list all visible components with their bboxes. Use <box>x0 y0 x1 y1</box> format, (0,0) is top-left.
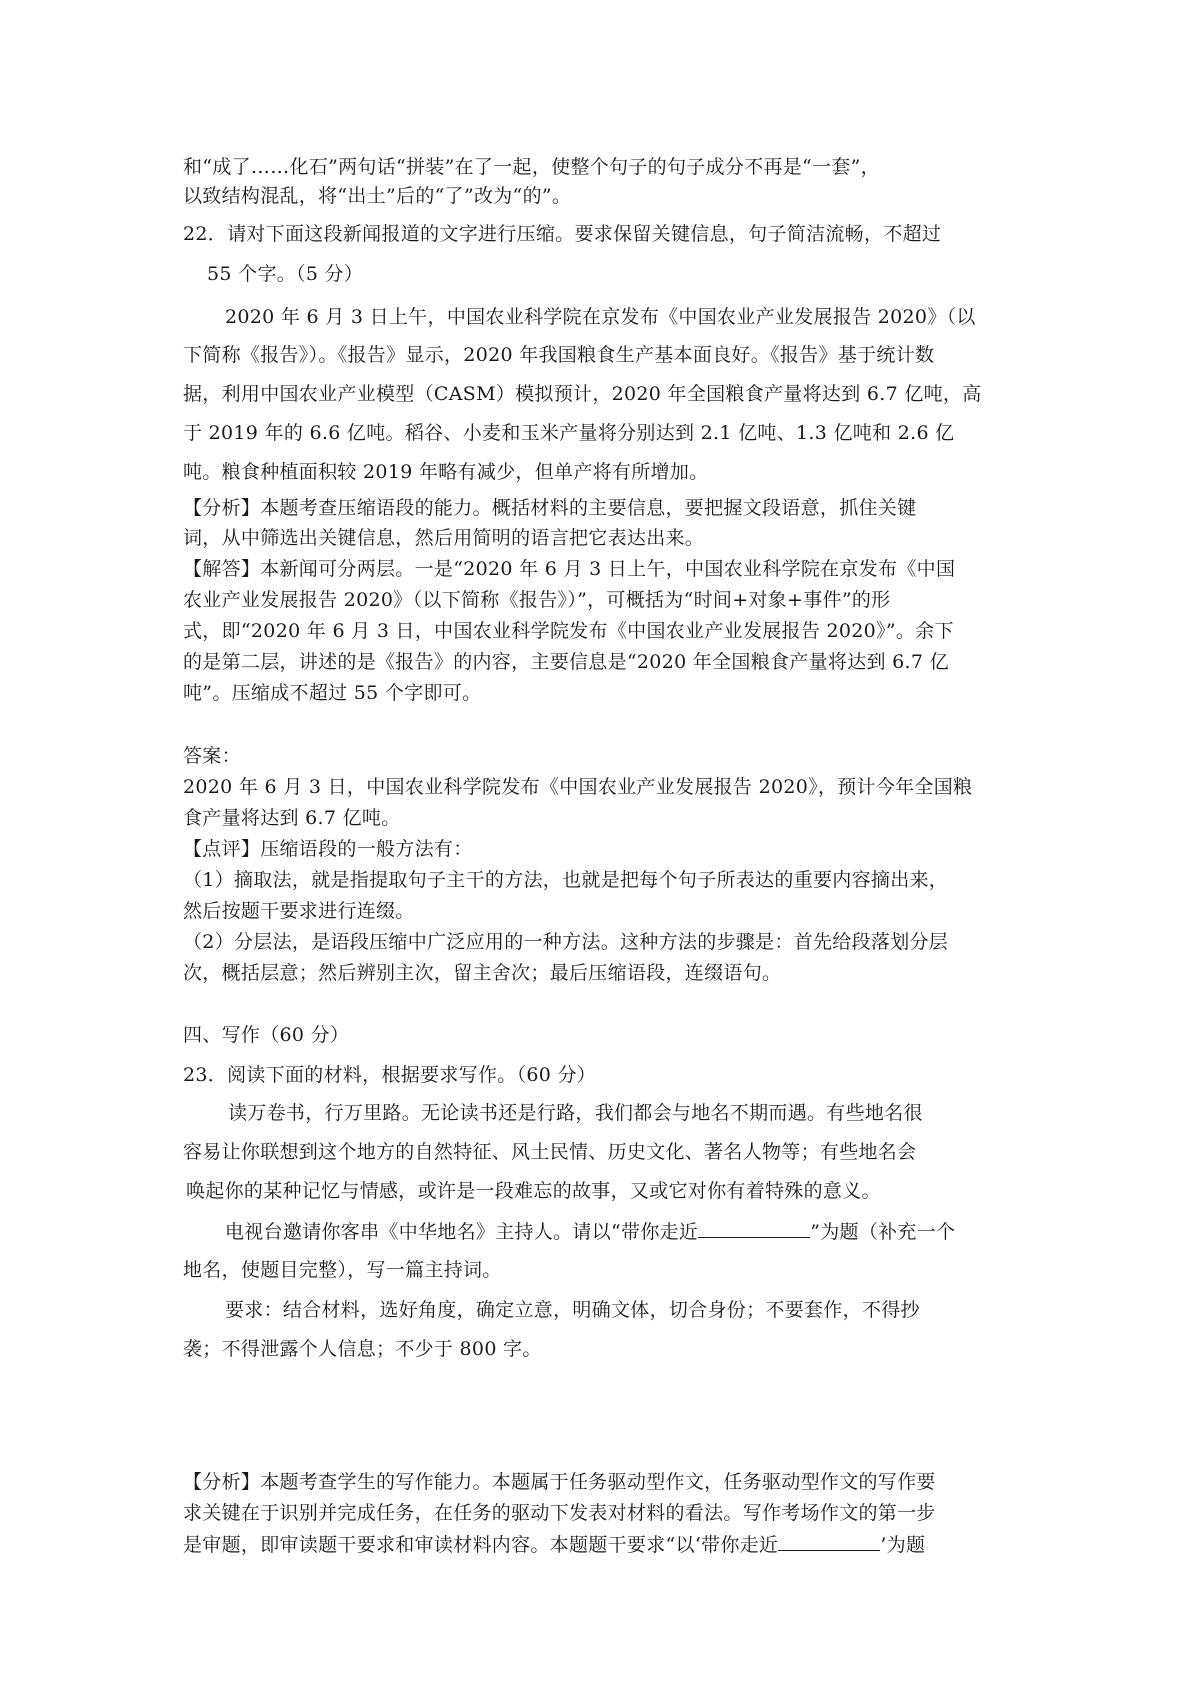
solution: 式，即“2020 年 6 月 3 日，中国农业科学院发布《中国农业产业发展报告 2020》”。余下 <box>183 620 954 642</box>
comment: 【点评】压缩语段的一般方法有： <box>183 838 473 860</box>
requirements: 要求：结合材料，选好角度，确定立意，明确文体，切合身份；不要套作，不得抄 <box>225 1299 920 1321</box>
question-22: 22．请对下面这段新闻报道的文字进行压缩。要求保留关键信息，句子简洁流畅，不超过 <box>183 223 942 245</box>
news-paragraph: 于 2019 年的 6.6 亿吨。稻谷、小麦和玉米产量将分别达到 2.1 亿吨、1.3 亿吨和 2.6 亿 <box>183 422 955 444</box>
material: 唤起你的某种记忆与情感，或许是一段难忘的故事，又或它对你有着特殊的意义。 <box>186 1180 881 1202</box>
question-23: 23．阅读下面的材料，根据要求写作。（60 分） <box>183 1064 597 1086</box>
news-paragraph: 吨。粮食种植面积较 2019 年略有减少，但单产将有所增加。 <box>183 461 709 483</box>
analysis: 【分析】本题考查压缩语段的能力。概括材料的主要信息，要把握文段语意，抓住关键 <box>183 497 917 519</box>
answer-label: 答案： <box>183 745 241 767</box>
fill-blank <box>698 1219 810 1238</box>
solution: 吨”。压缩成不超过 55 个字即可。 <box>183 682 482 704</box>
comment: （1）摘取法，就是指提取句子主干的方法，也就是把每个句子所表达的重要内容摘出来， <box>183 869 949 891</box>
news-paragraph: 据，利用中国农业产业模型（CASM）模拟预计，2020 年全国粮食产量将达到 6.7 亿吨，高 <box>183 383 982 405</box>
material: 容易让你联想到这个地方的自然特征、风土民情、历史文化、著名人物等；有些地名会 <box>183 1141 917 1163</box>
solution: 的是第二层，讲述的是《报告》的内容，主要信息是“2020 年全国粮食产量将达到 6.7 亿 <box>183 651 949 673</box>
requirements: 袭；不得泄露个人信息；不少于 800 字。 <box>183 1338 542 1360</box>
fill-blank <box>778 1532 880 1551</box>
news-paragraph: 下简称《报告》）。《报告》显示，2020 年我国粮食生产基本面良好。《报告》基于统计数 <box>183 344 935 366</box>
analysis: 词，从中筛选出关键信息，然后用简明的语言把它表达出来。 <box>183 527 705 549</box>
text-line: 和“成了……化石”两句话“拼装”在了一起，使整个句子的句子成分不再是“一套”， <box>183 156 880 178</box>
task: 电视台邀请你客串《中华地名》主持人。请以“带你走近 ”为题（补充一个 <box>225 1221 956 1243</box>
question-22-cont: 55 个字。（5 分） <box>207 263 364 285</box>
solution: 农业产业发展报告 2020》（以下简称《报告》）”，可概括为“时间+对象+事件”的形 <box>183 589 891 611</box>
answer: 2020 年 6 月 3 日，中国农业科学院发布《中国农业产业发展报告 2020》，预计今年全国粮 <box>183 776 973 798</box>
comment: 然后按题干要求进行连缀。 <box>183 900 415 922</box>
answer: 食产量将达到 6.7 亿吨。 <box>183 807 401 829</box>
comment: （2）分层法，是语段压缩中广泛应用的一种方法。这种方法的步骤是：首先给段落划分层 <box>183 931 949 953</box>
task: 地名，使题目完整），写一篇主持词。 <box>183 1259 502 1281</box>
analysis-writing: 求关键在于识别并完成任务，在任务的驱动下发表对材料的看法。写作考场作文的第一步 <box>183 1502 936 1524</box>
text-line: 以致结构混乱，将“出土”后的“了”改为“的”。 <box>183 185 572 207</box>
analysis-writing: 【分析】本题考查学生的写作能力。本题属于任务驱动型作文，任务驱动型作文的写作要 <box>183 1471 936 1493</box>
solution: 【解答】本新闻可分两层。一是“2020 年 6 月 3 日上午，中国农业科学院在京发布《中国 <box>183 558 956 580</box>
material: 读万卷书，行万里路。无论读书还是行路，我们都会与地名不期而遇。有些地名很 <box>228 1102 923 1124</box>
analysis-writing: 是审题，即审读题干要求和审读材料内容。本题题干要求“以‘带你走近 ’为题 <box>183 1534 926 1556</box>
comment: 次，概括层意；然后辨别主次，留主舍次；最后压缩语段，连缀语句。 <box>183 962 782 984</box>
news-paragraph: 2020 年 6 月 3 日上午，中国农业科学院在京发布《中国农业产业发展报告 2020》（以 <box>225 306 976 328</box>
section-heading: 四、写作（60 分） <box>183 1024 350 1046</box>
